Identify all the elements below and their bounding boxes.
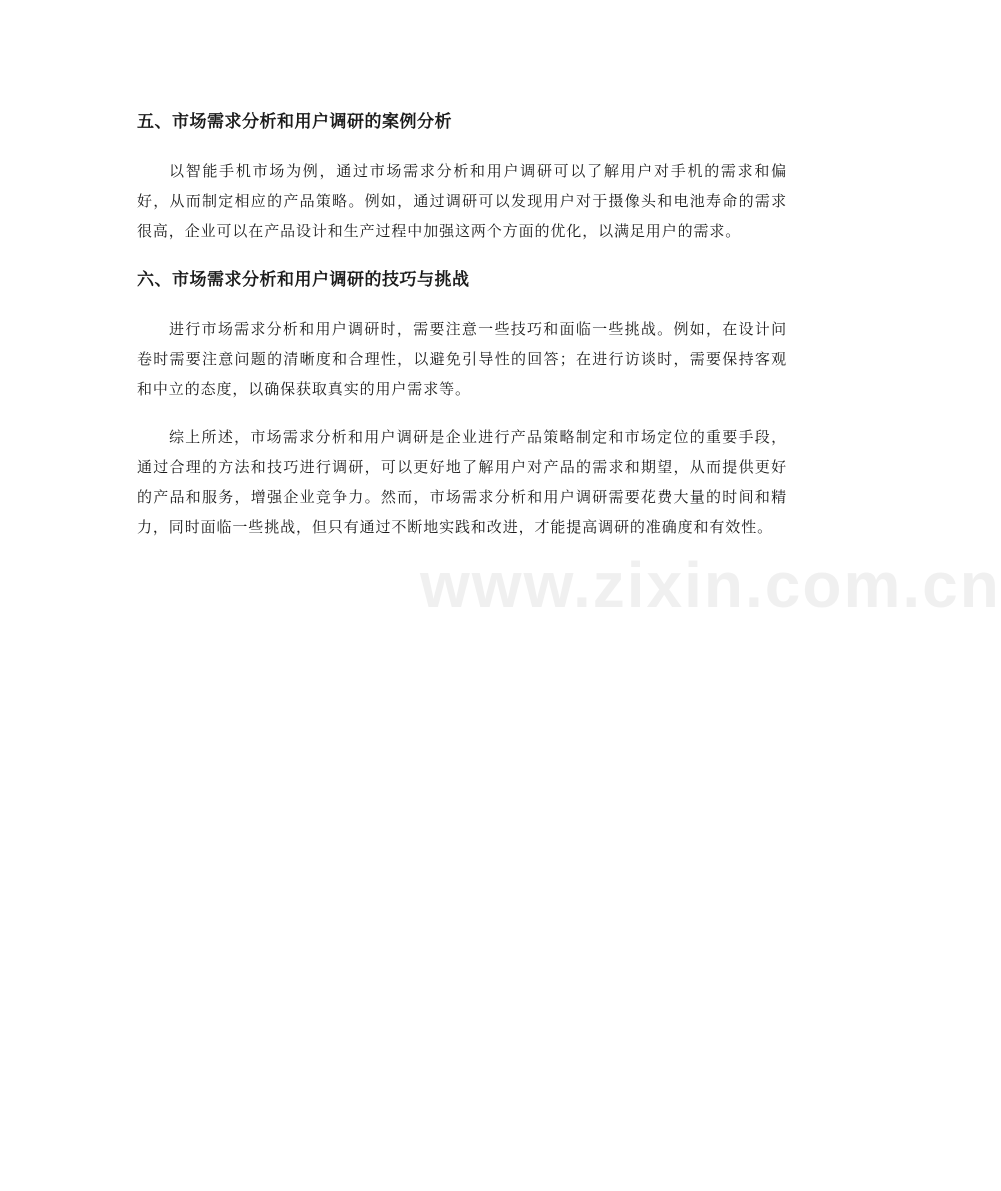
section-6-paragraph-2: 综上所述，市场需求分析和用户调研是企业进行产品策略制定和市场定位的重要手段，通过合理的方法和技巧进行调研，可以更好地了解用户对产品的需求和期望，从而提供更好的产品和服务，增强企业竞争力。然而，市场需求分析和用户调研需要花费大量的时间和精力，同时面临一些挑战，但只有通过不断地实践和改进，才能提高调研的准确度和有效性。	[137, 428, 787, 536]
section-5-heading: 五、市场需求分析和用户调研的案例分析	[137, 112, 452, 132]
section-6-heading: 六、市场需求分析和用户调研的技巧与挑战	[137, 270, 470, 290]
section-6-paragraph-1: 进行市场需求分析和用户调研时，需要注意一些技巧和面临一些挑战。例如，在设计问卷时需要注意问题的清晰度和合理性，以避免引导性的回答；在进行访谈时，需要保持客观和中立的态度，以确保获取真实的用户需求等。	[137, 320, 787, 398]
document-body	[137, 104, 787, 542]
section-5-paragraph-1: 以智能手机市场为例，通过市场需求分析和用户调研可以了解用户对手机的需求和偏好，从而制定相应的产品策略。例如，通过调研可以发现用户对于摄像头和电池寿命的需求很高，企业可以在产品设计和生产过程中加强这两个方面的优化，以满足用户的需求。	[137, 162, 787, 240]
watermark: www.zixin.com.cn	[420, 549, 1001, 621]
